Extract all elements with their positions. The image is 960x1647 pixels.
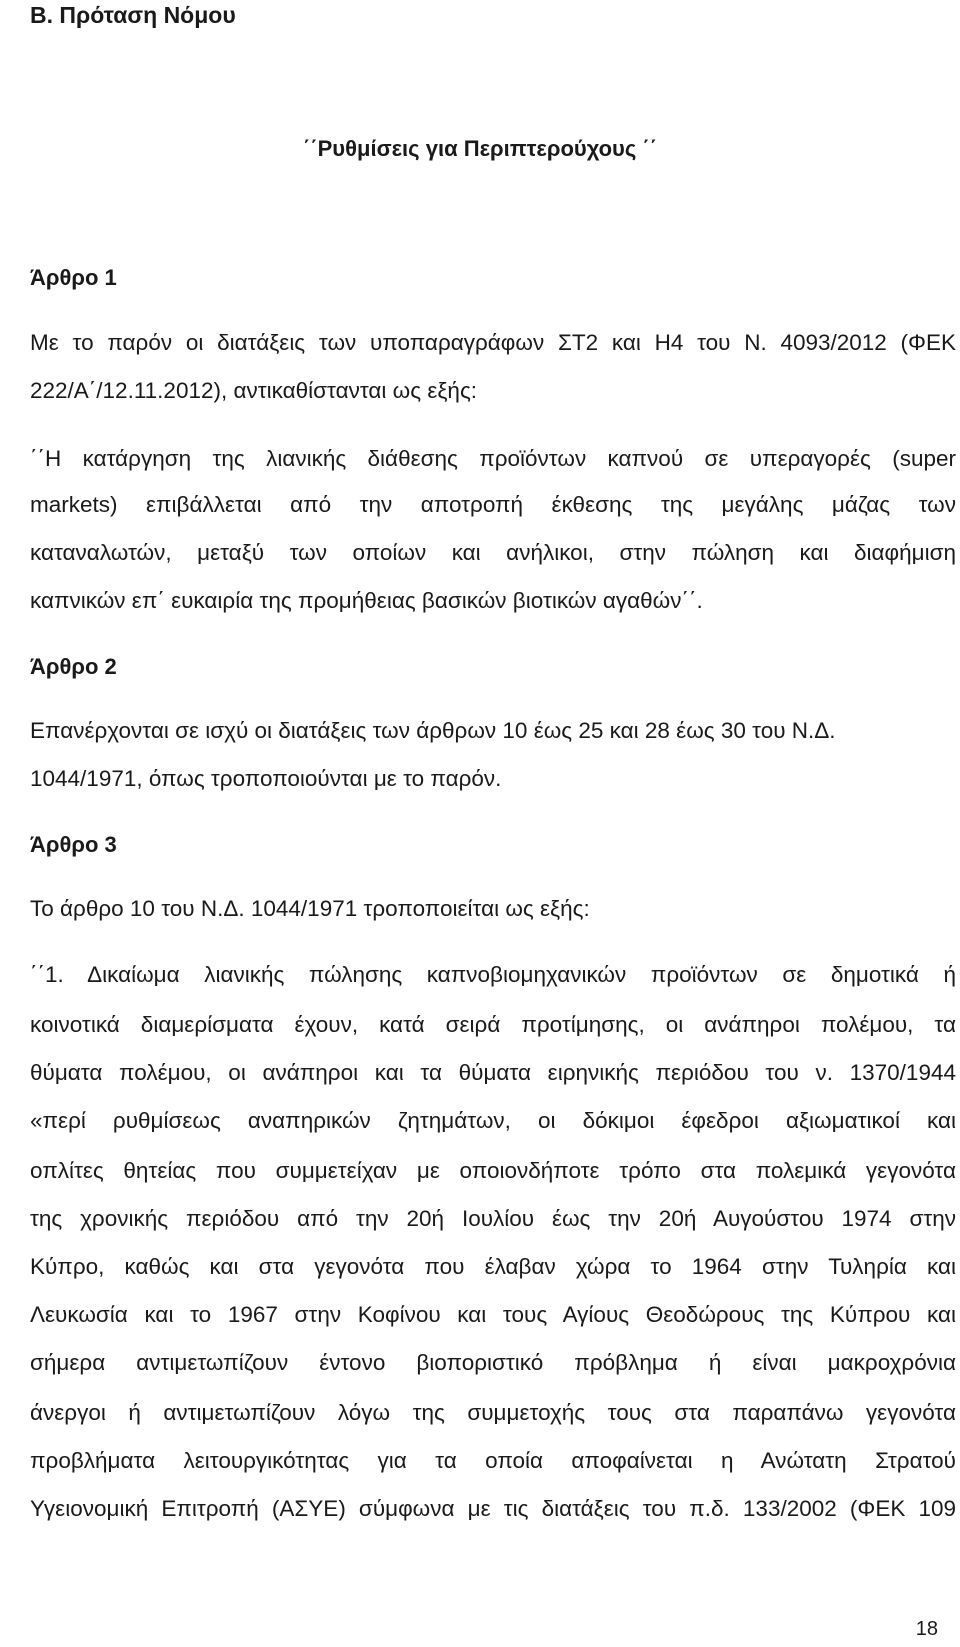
article-1-line: markets) επιβάλλεται από την αποτροπή έκθεσης της μεγάλης μάζας των — [30, 492, 956, 517]
article-3-line: «περί ρυθμίσεως αναπηρικών ζητημάτων, οι δόκιμοι έφεδροι αξιωματικοί και — [30, 1108, 956, 1133]
article-3-line: οπλίτες θητείας που συμμετείχαν με οποιονδήποτε τρόπο στα πολεμικά γεγονότα — [30, 1158, 956, 1183]
article-3-line: προβλήματα λειτουργικότητας για τα οποία αποφαίνεται η Ανώτατη Στρατού — [30, 1448, 956, 1473]
article-3-line: της χρονικής περιόδου από την 20ή Ιουλίου έως την 20ή Αυγούστου 1974 στην — [30, 1206, 956, 1231]
article-3-line: ΄΄1. Δικαίωμα λιανικής πώλησης καπνοβιομηχανικών προϊόντων σε δημοτικά ή — [30, 962, 956, 987]
article-1-line: 222/Α΄/12.11.2012), αντικαθίστανται ως εξής: — [30, 378, 478, 403]
article-3-line: Υγειονομική Επιτροπή (ΑΣΥΕ) σύμφωνα με τις διατάξεις του π.δ. 133/2002 (ΦΕΚ 109 — [30, 1496, 956, 1521]
article-3-line: άνεργοι ή αντιμετωπίζουν λόγω της συμμετοχής τους στα παραπάνω γεγονότα — [30, 1400, 956, 1425]
article-1-line: Με το παρόν οι διατάξεις των υποπαραγράφων ΣΤ2 και Η4 του Ν. 4093/2012 (ΦΕΚ — [30, 330, 956, 355]
article-2-line: 1044/1971, όπως τροποποιούνται με το παρόν. — [30, 766, 502, 791]
article-3-line: Λευκωσία και το 1967 στην Κοφίνου και τους Αγίους Θεοδώρους της Κύπρου και — [30, 1302, 956, 1327]
article-3-line: σήμερα αντιμετωπίζουν έντονο βιοποριστικό πρόβλημα ή είναι μακροχρόνια — [30, 1350, 956, 1375]
article-2-heading: Άρθρο 2 — [30, 654, 117, 679]
article-1-line: καπνικών επ΄ ευκαιρία της προμήθειας βασικών βιοτικών αγαθών΄΄. — [30, 588, 703, 613]
article-1-heading: Άρθρο 1 — [30, 265, 117, 290]
document-subtitle: ΄΄Ρυθμίσεις για Περιπτερούχους ΄΄ — [302, 136, 658, 161]
article-3-line: Κύπρο, καθώς και στα γεγονότα που έλαβαν χώρα το 1964 στην Τυληρία και — [30, 1254, 956, 1279]
article-2-line: Επανέρχονται σε ισχύ οι διατάξεις των άρθρων 10 έως 25 και 28 έως 30 του Ν.Δ. — [30, 718, 836, 743]
article-3-line: κοινοτικά διαμερίσματα έχουν, κατά σειρά προτίμησης, οι ανάπηροι πολέμου, τα — [30, 1012, 956, 1037]
article-3-heading: Άρθρο 3 — [30, 832, 117, 857]
article-3-line: θύματα πολέμου, οι ανάπηροι και τα θύματα ειρηνικής περιόδου του ν. 1370/1944 — [30, 1060, 956, 1085]
article-1-line: καταναλωτών, μεταξύ των οποίων και ανήλικοι, στην πώληση και διαφήμιση — [30, 540, 956, 565]
section-title: Β. Πρόταση Νόμου — [30, 2, 236, 28]
article-3-line: Το άρθρο 10 του Ν.Δ. 1044/1971 τροποποιείται ως εξής: — [30, 896, 590, 921]
page-number: 18 — [915, 1618, 938, 1640]
article-1-line: ΄΄Η κατάργηση της λιανικής διάθεσης προϊόντων καπνού σε υπεραγορές (super — [30, 446, 956, 471]
